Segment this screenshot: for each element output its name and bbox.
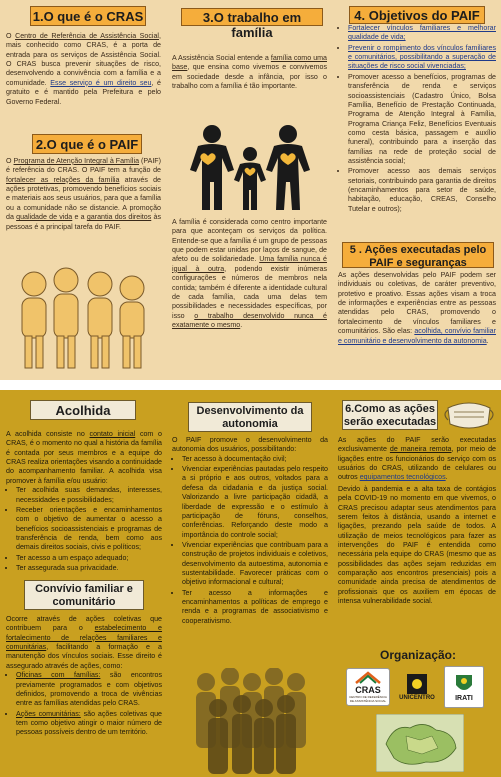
list-item: • Vivenciar experiências que contribuam para a construção de projetos individuais e coletivos, desenvolvimento da autoestima, autonomia e sustentabilidade. Favorecer práticas com o objetivo informacional e cultural; (182, 541, 328, 588)
list-item: • Ter acesso a informações e encaminhamentos a políticas de emprego e renda e a programas de associativismo e cooperativismo. (182, 589, 328, 626)
section-text-execucao: As ações do PAIF serão executadas exclusivamente de maneira remota, por meio de ligações entre os funcionários do serviço com os usuários do CRAS, utilizando de celulares ou outros equipamentos tecnológicos. Devido à pandemia e a alta taxa de contágios pela COVID-19 no momento em que vivemos, o CRAS precisou adaptar seus atendimentos para serem feitos à distância, usando a internet e ligações, prezando pela saúde de todos. A utilização de meios tecnológicos para fazer as intervenções do PAIF é entendida como necessária pela equipe do CRAS (mesmo que as possibilidades das ações sejam reduzidas em comparação aos encontros presenciais) pois a comunidade ainda precisa de atendimentos de profissionais que os auxiliem em épocas de intensa vulnerabilidade social. (338, 436, 496, 606)
section-text-family-work-2: A família é considerada como centro importante para que aconteçam os serviços da política. Entende-se que a família é um grupo de pessoas que podem estar unidas por laços de sangue, de afeto ou de solidariedade. Uma família nunca é igual à outra, podendo existir inúmeras configurações e números de membros nela contida; também é diferente a identidade cultural de cada família, cada uma delas tem possibilidades e necessidades específicas, por isso o trabalho desenvolvido nunca é exatamente o mesmo. (172, 218, 328, 329)
section-title-actions: 5 . Ações executadas pelo PAIF e seguranças (342, 242, 494, 268)
irati-logo: IRATI (444, 666, 484, 708)
list-item: • Oficinas com famílias: são encontros previamente programados e com objetivos definidos, promovendo a troca de vivências entre as famílias atendidas pelo CRAS. (16, 671, 162, 708)
map-image (376, 714, 464, 772)
list-item: • Ações comunitárias: são ações coletivas que tem como objetivo atingir o maior número de pessoas possíveis dentro de um território. (16, 710, 162, 738)
list-item: • Promover acesso aos demais serviços setoriais, contribuindo para garantia de direitos (encaminhamentos para setor de saúde, habitação, educação, CREAS, Conselho Tutelar e outros); (348, 167, 496, 214)
cras-logo: CRAS CENTRO DE REFERÊNCIA DE ASSISTÊNCIA SOCIAL (346, 668, 390, 706)
house-icon (354, 671, 382, 685)
unicentro-logo: UNICENTRO (396, 668, 438, 706)
section-list-objectives (338, 24, 496, 215)
section-title-acolhida: Acolhida (30, 400, 136, 420)
list-item: • Ter acesso à documentação civil; (182, 455, 328, 464)
section-title-cras: 1.O que é o CRAS (30, 6, 146, 26)
section-text-autonomia: O PAIF promove o desenvolvimento da autonomia dos usuários, possibilitando: • Ter acesso à documentação civil; • Vivenciar experiências pautadas pelo respeito a si próprio e aos outros, voltados para a defesa da cidadania e da justiça social. Valorizando a livre participação cidadã, a liberdade de expressão e o estímulo à participação de fóruns, conselhos, conferências. Reforçando deste modo a importância do controle social; • Vivenciar experiências que contribuam para a construção de projetos individuais e coletivos, desenvolvimento da autoestima, autonomia e sustentabilidade. Favorecer práticas com o objetivo informacional e cultural; • Ter acesso a informações e encaminhamentos a políticas de emprego e renda e a programas de associativismo e cooperativismo. (172, 436, 328, 627)
list-item: • Fortalecer vínculos familiares e melhorar qualidade de vida; (348, 24, 496, 43)
section-title-family-work: 3.O trabalho em família (181, 8, 323, 26)
section-text-paif: O Programa de Atenção Integral à Família (PAIF) é referência do CRAS. O PAIF tem a função de fortalecer as relações da família através de ações protetivas, promovendo benefícios sociais e materiais aos seus usuários, para que a família ou a comunidade não se distancie. A promoção da qualidade de vida e a garantia dos direitos às pessoas é a principal tarefa do PAIF. (6, 157, 161, 231)
family-silhouette-icon (188, 124, 312, 212)
crowd-illustration (186, 668, 312, 774)
page-divider (0, 380, 501, 390)
section-title-objectives: 4. Objetivos do PAIF (349, 6, 485, 24)
children-illustration (14, 262, 154, 372)
list-item: • Receber orientações e encaminhamentos com o objetivo de aumentar o acesso a benefícios socioassistenciais e programas de transferência de renda, bem como aos demais direitos sociais, civis e políticos; (16, 506, 162, 553)
list-item: • Ter acolhida suas demandas, interesses, necessidades e possibilidades; (16, 486, 162, 505)
organization-title: Organização: (379, 648, 457, 662)
irati-crest-icon (454, 673, 474, 695)
section-title-convivio: Convívio familiar e comunitário (24, 580, 144, 610)
section-title-paif: 2.O que é o PAIF (32, 134, 142, 154)
section-text-convivio: Ocorre através de ações coletivas que contribuem para o estabelecimento e fortalecimento de relações familiares e comunitárias, facilitando a formação e a manutenção dos vínculos sociais. Esse direito é assegurado através de ações, como: • Oficinas com famílias: são encontros previamente programados e com objetivos definidos, promovendo a troca de vivências entre as famílias atendidas pelo CRAS. • Ações comunitárias: são ações coletivas que tem como objetivo atingir o maior número de pessoas possíveis dentro de um território. (6, 615, 162, 739)
unicentro-icon (406, 673, 428, 695)
section-text-family-work-1: A Assistência Social entende a família como uma base, que ensina como vivemos e convivemos em sociedade desde a infância, por isso o trabalho com a família é tão importante. (172, 54, 327, 91)
bottom-page (0, 390, 501, 777)
section-title-execucao: 6.Como as ações serão executadas (342, 400, 438, 430)
list-item: • Ter acesso a um espaço adequado; (16, 554, 162, 563)
top-page (0, 0, 501, 380)
section-text-cras: O Centro de Referência de Assistência Social, mais conhecido como CRAS, é a porta de entrada para os serviços de Assistência Social. O CRAS busca prevenir situações de risco, desenvolvendo a convivência com a família e a comunidade. Esse serviço é um direito seu, é gratuito e é mantido pela Prefeitura e pelo Governo Federal. (6, 32, 162, 106)
mask-icon (442, 396, 496, 432)
list-item: • Ter assegurada sua privacidade. (16, 564, 162, 573)
section-text-acolhida: A acolhida consiste no contato inicial com o CRAS, é o momento no qual a história da família é contada por seus membros e a equipe do CRAS realiza orientações visando a continuidade do acompanhamento familiar. A acolhida visa promover à família e/ou usuário: • Ter acolhida suas demandas, interesses, necessidades e possibilidades; • Receber orientações e encaminhamentos com o objetivo de aumentar o acesso a benefícios socioassistenciais e programas de transferência de renda, bem como aos demais direitos sociais, civis e políticos; • Ter acesso a um espaço adequado; • Ter assegurada sua privacidade. (6, 430, 162, 574)
list-item: • Promover acesso a benefícios, programas de transferência de renda e serviços socioassistenciais (Cadastro Único, Bolsa Família, Benefício de Prestação Continuada, Programa de Atenção Integral à Família, Programa Criança Feliz, Benefícios Eventuais como cesta básica, passagem e auxílio funeral), contribuindo para a inserção das famílias na rede de proteção social de assistência social; (348, 73, 496, 167)
list-item: • Prevenir o rompimento dos vínculos familiares e comunitários, possibilitando a superação de situações de risco social vivenciadas; (348, 44, 496, 72)
section-title-autonomia: Desenvolvimento da autonomia (188, 402, 312, 432)
list-item: • Vivenciar experiências pautadas pelo respeito a si próprio e aos outros, voltados para a defesa da cidadania e da justiça social. Valorizando a livre participação cidadã, a liberdade de expressão e o estímulo à participação de fóruns, conselhos, conferências. Reforçando deste modo a importância do controle social; (182, 465, 328, 540)
section-text-actions: As ações desenvolvidas pelo PAIF podem ser individuais ou coletivas, de caráter preventivo, protetivo e proativo. Essas ações visam a troca de informações e experiências entre as pessoas atendidas pelo CRAS, promovendo o fortalecimento de vínculos familiares e comunitários. São elas: acolhida, convívio familiar e comunitário e desenvolvimento da autonomia. (338, 271, 496, 345)
